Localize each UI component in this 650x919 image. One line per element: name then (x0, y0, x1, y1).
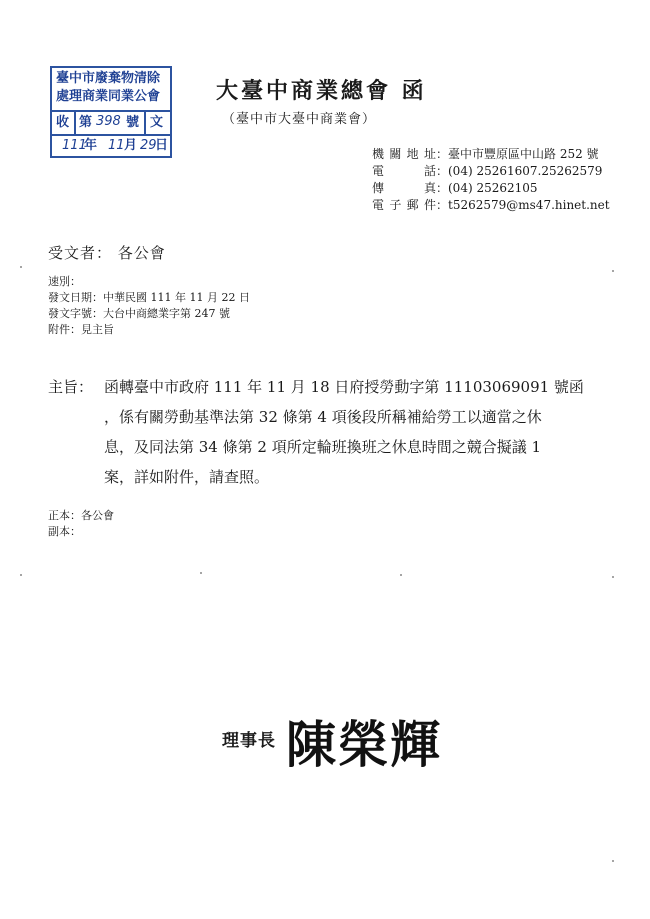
copies-duplicate: 副本： (48, 525, 81, 538)
scan-dot (200, 572, 202, 574)
stamp-number-row (52, 110, 170, 136)
letter-subtitle: （臺中市大臺中商業會） (222, 112, 377, 127)
scan-dot (612, 576, 614, 578)
stamp-org-line2: 處理商業同業公會 (56, 89, 161, 104)
stamp-divider (74, 112, 76, 134)
letter-title: 大臺中商業總會 函 (216, 78, 427, 104)
contact-email: 電子郵件：t5262579@ms47.hinet.net (372, 198, 610, 212)
stamp-org-name (56, 70, 168, 106)
stamp-day-label: 日 (155, 138, 169, 153)
stamp-divider (144, 112, 146, 134)
copies-block (48, 508, 114, 540)
scan-dot (20, 574, 22, 576)
stamp-year-value: 111 (62, 138, 87, 153)
contact-phone: 電話：(04) 25261607.25262579 (372, 164, 603, 178)
subject-line: ，係有關勞動基準法第 32 條第 4 項後段所稱補給勞工以適當之休 (104, 408, 542, 426)
stamp-org-line1: 臺中市廢棄物清除 (56, 71, 161, 86)
subject-line: 案，詳如附件，請查照。 (104, 468, 270, 486)
meta-doc-number: 發文字號：大台中商總業字第 247 號 (48, 307, 230, 320)
scan-dot (20, 266, 22, 268)
stamp-doc-label: 文 (150, 115, 164, 130)
signature-stamp-image (282, 706, 472, 776)
document-meta (48, 274, 250, 338)
meta-issue-date: 發文日期：中華民國 111 年 11 月 22 日 (48, 291, 250, 304)
scan-dot (612, 860, 614, 862)
stamp-month-label: 月 (124, 138, 138, 153)
receipt-stamp (50, 66, 172, 158)
subject-line: 函轉臺中市政府 111 年 11 月 18 日府授勞動字第 11103069091 號函 (104, 378, 584, 396)
stamp-received-label: 收 (56, 115, 70, 130)
copies-original: 正本：各公會 (48, 509, 114, 522)
stamp-number-value: 398 (96, 114, 121, 129)
subject-label: 主旨： (48, 378, 94, 396)
stamp-number-suffix: 號 (126, 115, 140, 130)
signature-name: 陳榮輝 (286, 715, 442, 774)
stamp-month-value: 11 (108, 138, 125, 153)
contact-fax: 傳真：(04) 25262105 (372, 181, 538, 195)
stamp-number-prefix: 第 (79, 115, 93, 130)
recipient: 受文者： 各公會 (48, 244, 166, 262)
subject-line: 息，及同法第 34 條第 2 項所定輪班換班之休息時間之競合擬議 1 (104, 438, 542, 456)
signature-block (222, 706, 472, 776)
subject-body (104, 372, 594, 492)
contact-address: 機關地址：臺中市豐原區中山路 252 號 (372, 147, 599, 161)
scan-dot (612, 270, 614, 272)
stamp-day-value: 29 (140, 138, 157, 153)
stamp-year-label: 年 (84, 138, 98, 153)
meta-speed: 速別： (48, 275, 81, 288)
meta-attachment: 附件：見主旨 (48, 323, 114, 336)
signature-role: 理事長 (222, 731, 276, 751)
scan-dot (400, 574, 402, 576)
contact-block (372, 146, 610, 214)
